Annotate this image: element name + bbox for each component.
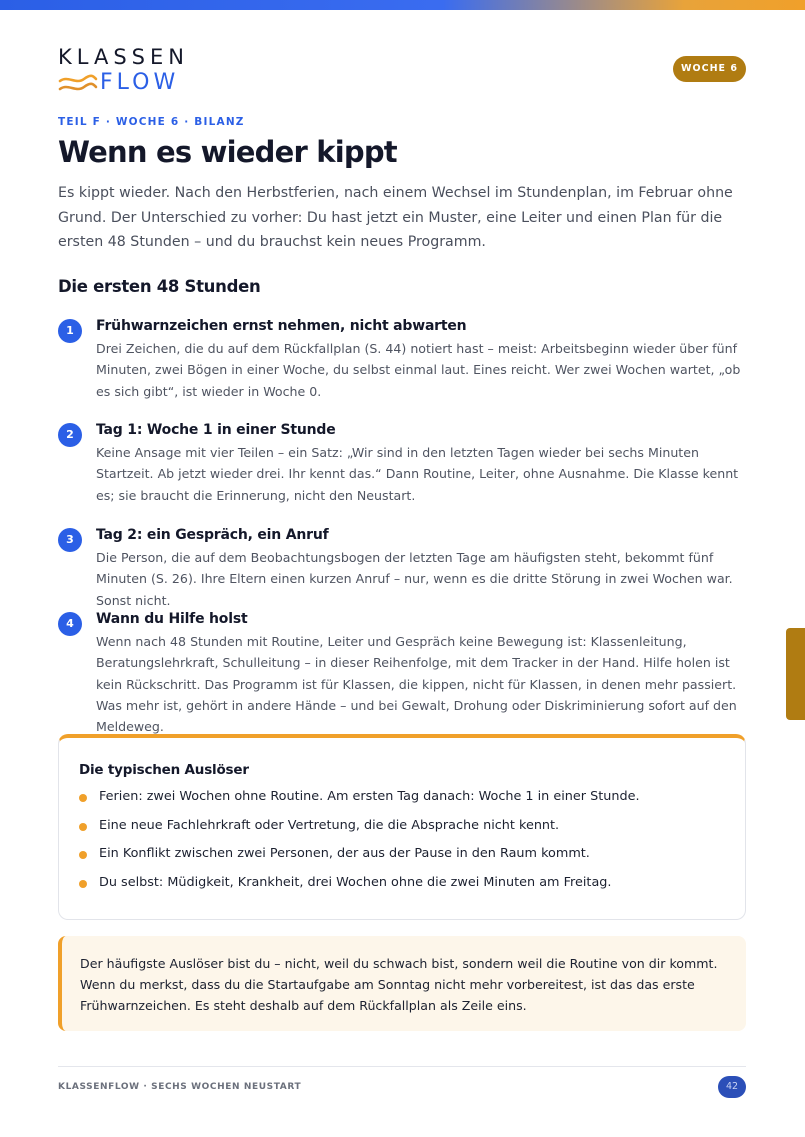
- step-item-3: [58, 527, 748, 608]
- triggers-list: [79, 788, 729, 902]
- bullet-dot-icon: [79, 794, 87, 802]
- step-title: Wann du Hilfe holst: [96, 611, 248, 627]
- klassenflow-logo: [58, 46, 198, 98]
- footer-label: KLASSENFLOW · SECHS WOCHEN NEUSTART: [58, 1082, 302, 1092]
- list-item-text: Eine neue Fachlehrkraft oder Vertretung, die die Absprache nicht kennt.: [99, 817, 560, 833]
- step-number-badge: 1: [58, 319, 82, 343]
- bullet-dot-icon: [79, 823, 87, 831]
- list-item: [79, 788, 729, 817]
- bullet-dot-icon: [79, 851, 87, 859]
- step-number-badge: 2: [58, 423, 82, 447]
- logo-wordmark-top: KLASSEN: [58, 45, 189, 69]
- list-item: [79, 874, 729, 903]
- step-body: Wenn nach 48 Stunden mit Routine, Leiter und Gespräch keine Bewegung ist: Klassenleitung, Beratungslehrkraft, Schulleitung – in dieser Reihenfolge, mit dem Tracker in der Hand. Hilfe holen ist kein Rückschritt. Das Programm ist für Klassen, die kippen, nicht für Klassen, in denen mehr passiert. Was mehr ist, gehört in andere Hände – und bei Gewalt, Drohung oder Diskriminierung sofort auf den Meldeweg.: [96, 634, 737, 735]
- step-item-4: [58, 611, 748, 735]
- list-item-text: Ferien: zwei Wochen ohne Routine. Am ersten Tag danach: Woche 1 in einer Stunde.: [99, 789, 640, 804]
- step-number-badge: 3: [58, 528, 82, 552]
- list-item: [79, 817, 729, 846]
- section-heading: Die ersten 48 Stunden: [58, 277, 261, 296]
- step-number-badge: 4: [58, 612, 82, 636]
- bullet-dot-icon: [79, 880, 87, 888]
- step-title: Frühwarnzeichen ernst nehmen, nicht abwarten: [96, 318, 467, 334]
- top-gradient-bar: [0, 0, 805, 10]
- step-body: Die Person, die auf dem Beobachtungsbogen der letzten Tage am häufigsten steht, bekommt fünf Minuten (S. 26). Ihre Eltern einen kurzen Anruf – nur, wenn es die dritte Störung in zwei Wochen war. Sonst nicht.: [96, 550, 733, 608]
- step-body: Drei Zeichen, die du auf dem Rückfallplan (S. 44) notiert hast – meist: Arbeitsbeginn wieder über fünf Minuten, zwei Bögen in einer Woche, du selbst einmal laut. Eines reicht. Wer zwei Wochen wartet, „ob es sich gibt“, ist wieder in Woche 0.: [96, 341, 741, 399]
- triggers-box-title: Die typischen Auslöser: [79, 762, 249, 778]
- section-eyebrow: TEIL F · WOCHE 6 · BILANZ: [58, 116, 245, 128]
- list-item-text: Ein Konflikt zwischen zwei Personen, der aus der Pause in den Raum kommt.: [99, 846, 590, 861]
- intro-paragraph: Es kippt wieder. Nach den Herbstferien, nach einem Wechsel im Stundenplan, im Februar ohne Grund. Der Unterschied zu vorher: Du hast jetzt ein Muster, eine Leiter und einen Plan für die ersten 48 Stunden – und du brauchst kein neues Programm.: [58, 185, 733, 250]
- waves-icon: [58, 73, 98, 95]
- step-item-2: [58, 422, 748, 512]
- list-item-text: Du selbst: Müdigkeit, Krankheit, drei Wochen ohne die zwei Minuten am Freitag.: [99, 874, 612, 890]
- callout-text: Der häufigste Auslöser bist du – nicht, weil du schwach bist, sondern weil die Routine von dir kommt. Wenn du merkst, dass du die Startaufgabe am Sonntag nicht mehr vorbereitest, ist das das erste Frühwarnzeichen. Es steht deshalb auf dem Rückfallplan als Zeile eins.: [80, 956, 718, 1013]
- week-badge: WOCHE 6: [673, 56, 746, 82]
- triggers-box: [58, 734, 746, 920]
- footer-divider: [58, 1066, 746, 1067]
- chapter-side-tab: [786, 628, 805, 720]
- step-title: Tag 2: ein Gespräch, ein Anruf: [96, 527, 329, 543]
- logo-flow-text: FLOW: [100, 70, 180, 95]
- list-item: [79, 845, 729, 874]
- callout-note: [58, 936, 746, 1031]
- step-title: Tag 1: Woche 1 in einer Stunde: [96, 422, 336, 438]
- step-item-1: [58, 318, 748, 408]
- page-title: Wenn es wieder kippt: [58, 135, 397, 169]
- page-number-badge: 42: [718, 1076, 746, 1098]
- step-body: Keine Ansage mit vier Teilen – ein Satz: „Wir sind in den letzten Tagen wieder bei sechs Minuten Startzeit. Ab jetzt wieder drei. Ihr kennt das.“ Dann Routine, Leiter, ohne Ausnahme. Die Klasse kennt es; sie braucht die Erinnerung, nicht den Neustart.: [96, 445, 739, 503]
- logo-wordmark-bottom: [58, 70, 198, 96]
